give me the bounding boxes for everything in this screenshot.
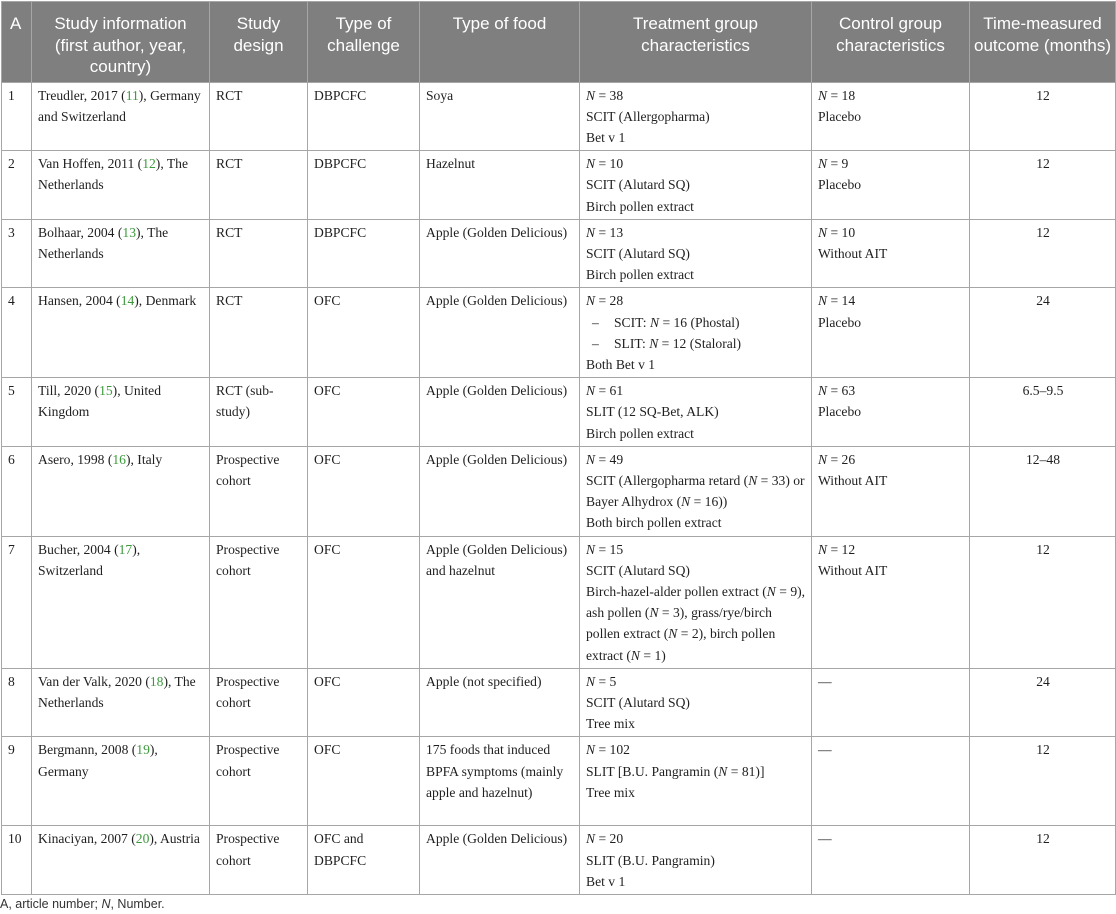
treatment-line: SCIT (Allergopharma retard (N = 33) or Bayer Alhydrox (N = 16)) xyxy=(586,472,805,510)
study-citation: Till, 2020 ( xyxy=(38,383,100,399)
table-row xyxy=(2,737,1116,826)
control-line: — xyxy=(818,742,832,758)
footnote-prefix: A, article number; xyxy=(0,897,102,911)
study-citation: Bolhaar, 2004 ( xyxy=(38,224,123,240)
cell-type-of-challenge: DBPCFC xyxy=(308,151,420,220)
control-line: Without AIT xyxy=(818,245,888,261)
study-location: ), The Netherlands xyxy=(38,156,189,193)
table-footnote xyxy=(0,896,165,912)
cell-time-measured-outcome: 6.5–9.5 xyxy=(970,378,1116,447)
cell-control-group xyxy=(812,826,970,895)
cell-control-group xyxy=(812,737,970,826)
cell-time-measured-outcome: 12 xyxy=(970,826,1116,895)
control-line: Placebo xyxy=(818,314,862,330)
cell-type-of-food: Apple (Golden Delicious) xyxy=(420,288,580,378)
cell-article-number: 6 xyxy=(2,446,32,536)
table-row xyxy=(2,151,1116,220)
treatment-line: N = 49 xyxy=(586,451,624,467)
cell-study-information xyxy=(32,82,210,151)
study-citation: Asero, 1998 ( xyxy=(38,451,113,467)
cell-control-group xyxy=(812,668,970,737)
cell-time-measured-outcome: 12–48 xyxy=(970,446,1116,536)
reference-link[interactable]: 13 xyxy=(122,224,136,240)
cell-time-measured-outcome: 24 xyxy=(970,288,1116,378)
cell-study-design: Prospective cohort xyxy=(210,826,308,895)
cell-treatment-group xyxy=(580,219,812,288)
header-type-of-food: Type of food xyxy=(420,2,580,83)
reference-link[interactable]: 15 xyxy=(99,383,113,399)
treatment-line: Both Bet v 1 xyxy=(586,356,656,372)
cell-study-information xyxy=(32,151,210,220)
treatment-line: Birch pollen extract xyxy=(586,425,694,441)
treatment-line: SLIT (12 SQ-Bet, ALK) xyxy=(586,404,719,420)
study-citation: Van der Valk, 2020 ( xyxy=(38,673,150,689)
cell-treatment-group xyxy=(580,536,812,668)
cell-treatment-group xyxy=(580,446,812,536)
cell-type-of-food: Apple (Golden Delicious) xyxy=(420,378,580,447)
study-location: ), Austria xyxy=(149,831,200,847)
cell-study-information xyxy=(32,536,210,668)
treatment-line: Birch-hazel-alder pollen extract (N = 9), ash pollen (N = 3), grass/rye/birch pollen extract (N = 2), birch pollen extract (N = 1) xyxy=(586,583,806,663)
treatment-line: N = 13 xyxy=(586,224,624,240)
cell-treatment-group xyxy=(580,288,812,378)
reference-link[interactable]: 12 xyxy=(142,156,156,172)
header-type-of-challenge: Type of challenge xyxy=(308,2,420,83)
cell-study-design: RCT xyxy=(210,82,308,151)
cell-article-number: 2 xyxy=(2,151,32,220)
treatment-line: Birch pollen extract xyxy=(586,198,694,214)
studies-table xyxy=(1,1,1116,895)
cell-study-information xyxy=(32,378,210,447)
cell-study-design: Prospective cohort xyxy=(210,536,308,668)
cell-study-design: RCT xyxy=(210,288,308,378)
study-citation: Kinaciyan, 2007 ( xyxy=(38,831,136,847)
table-header xyxy=(2,2,1116,83)
study-location: ), Denmark xyxy=(134,293,197,309)
cell-treatment-group xyxy=(580,378,812,447)
treatment-line: N = 61 xyxy=(586,383,624,399)
reference-link[interactable]: 11 xyxy=(125,87,139,103)
cell-treatment-group xyxy=(580,82,812,151)
reference-link[interactable]: 20 xyxy=(135,831,150,847)
control-line: Placebo xyxy=(818,177,862,193)
reference-link[interactable]: 17 xyxy=(118,541,133,557)
cell-type-of-challenge: DBPCFC xyxy=(308,82,420,151)
cell-control-group xyxy=(812,82,970,151)
study-citation: Hansen, 2004 ( xyxy=(38,293,121,309)
cell-control-group xyxy=(812,219,970,288)
cell-study-information xyxy=(32,219,210,288)
list-dash-marker: – xyxy=(592,335,599,351)
study-location: ), Germany and Switzerland xyxy=(38,87,201,124)
study-location: ), The Netherlands xyxy=(38,673,196,710)
cell-type-of-food: Soya xyxy=(420,82,580,151)
control-line: N = 14 xyxy=(818,293,856,309)
cell-time-measured-outcome: 12 xyxy=(970,151,1116,220)
treatment-line: N = 5 xyxy=(586,673,617,689)
table-row xyxy=(2,82,1116,151)
study-citation: Bucher, 2004 ( xyxy=(38,541,119,557)
cell-treatment-group xyxy=(580,737,812,826)
table-row xyxy=(2,668,1116,737)
control-line: Without AIT xyxy=(818,472,888,488)
table-row xyxy=(2,288,1116,378)
reference-link[interactable]: 14 xyxy=(120,293,135,309)
cell-time-measured-outcome: 12 xyxy=(970,219,1116,288)
study-location: ), United Kingdom xyxy=(38,383,161,420)
cell-article-number: 9 xyxy=(2,737,32,826)
reference-link[interactable]: 18 xyxy=(149,673,164,689)
study-citation: Treudler, 2017 ( xyxy=(38,87,126,103)
cell-article-number: 10 xyxy=(2,826,32,895)
table-row xyxy=(2,826,1116,895)
cell-study-information xyxy=(32,668,210,737)
control-line: Placebo xyxy=(818,404,862,420)
treatment-line: Bet v 1 xyxy=(586,873,626,889)
treatment-line: N = 10 xyxy=(586,156,624,172)
cell-time-measured-outcome: 24 xyxy=(970,668,1116,737)
cell-type-of-food: Apple (Golden Delicious) xyxy=(420,446,580,536)
cell-article-number: 3 xyxy=(2,219,32,288)
control-line: N = 63 xyxy=(818,383,856,399)
cell-study-design: Prospective cohort xyxy=(210,446,308,536)
header-control-group: Control group characteristics xyxy=(812,2,970,83)
treatment-line: SCIT (Alutard SQ) xyxy=(586,245,690,261)
cell-control-group xyxy=(812,446,970,536)
cell-study-information xyxy=(32,446,210,536)
cell-article-number: 8 xyxy=(2,668,32,737)
control-line: N = 26 xyxy=(818,451,856,467)
treatment-line: Both birch pollen extract xyxy=(586,515,722,531)
study-location: ), Germany xyxy=(38,742,158,779)
table-body xyxy=(2,82,1116,895)
cell-type-of-food: Hazelnut xyxy=(420,151,580,220)
cell-article-number: 5 xyxy=(2,378,32,447)
cell-type-of-food: Apple (not specified) xyxy=(420,668,580,737)
treatment-line: SCIT (Alutard SQ) xyxy=(586,562,690,578)
header-time-measured-outcome: Time-measured outcome (months) xyxy=(970,2,1116,83)
control-line: N = 10 xyxy=(818,224,856,240)
control-line: — xyxy=(818,831,832,847)
treatment-line: Tree mix xyxy=(586,716,635,732)
study-location: ), Switzerland xyxy=(38,541,141,578)
study-location: ), The Netherlands xyxy=(38,224,169,261)
treatment-line: N = 20 xyxy=(586,831,624,847)
control-line: — xyxy=(818,673,832,689)
treatment-line: N = 102 xyxy=(586,742,630,758)
table-row xyxy=(2,446,1116,536)
cell-type-of-food: Apple (Golden Delicious) xyxy=(420,219,580,288)
cell-treatment-group xyxy=(580,668,812,737)
cell-control-group xyxy=(812,536,970,668)
treatment-line: Birch pollen extract xyxy=(586,267,694,283)
table-row xyxy=(2,378,1116,447)
treatment-line: N = 28 xyxy=(586,293,624,309)
cell-study-information xyxy=(32,826,210,895)
control-line: N = 12 xyxy=(818,541,856,557)
treatment-line: SCIT (Alutard SQ) xyxy=(586,177,690,193)
cell-study-design: Prospective cohort xyxy=(210,737,308,826)
cell-time-measured-outcome: 12 xyxy=(970,82,1116,151)
cell-article-number: 7 xyxy=(2,536,32,668)
treatment-line: – SLIT: N = 12 (Staloral) xyxy=(586,333,806,354)
cell-type-of-challenge: OFC xyxy=(308,536,420,668)
study-location: ), Italy xyxy=(125,451,163,467)
treatment-line: Bet v 1 xyxy=(586,129,626,145)
table-row xyxy=(2,536,1116,668)
cell-study-information xyxy=(32,737,210,826)
control-line: N = 9 xyxy=(818,156,849,172)
reference-link[interactable]: 16 xyxy=(112,451,126,467)
cell-study-design: RCT xyxy=(210,219,308,288)
cell-type-of-challenge: OFC xyxy=(308,668,420,737)
treatment-line: SLIT (B.U. Pangramin) xyxy=(586,852,715,868)
treatment-line: SCIT (Allergopharma) xyxy=(586,108,710,124)
study-citation: Van Hoffen, 2011 ( xyxy=(38,156,143,172)
cell-study-design: RCT xyxy=(210,151,308,220)
cell-control-group xyxy=(812,151,970,220)
table-row xyxy=(2,219,1116,288)
header-treatment-group: Treatment group characteristics xyxy=(580,2,812,83)
cell-study-design: RCT (sub-study) xyxy=(210,378,308,447)
treatment-line: SCIT (Alutard SQ) xyxy=(586,694,690,710)
treatment-line: N = 38 xyxy=(586,87,624,103)
cell-study-design: Prospective cohort xyxy=(210,668,308,737)
cell-type-of-challenge: OFC and DBPCFC xyxy=(308,826,420,895)
header-study-design: Study design xyxy=(210,2,308,83)
cell-type-of-challenge: OFC xyxy=(308,288,420,378)
cell-treatment-group xyxy=(580,151,812,220)
cell-treatment-group xyxy=(580,826,812,895)
cell-article-number: 4 xyxy=(2,288,32,378)
footnote-n: N xyxy=(101,897,111,911)
control-line: Without AIT xyxy=(818,562,888,578)
cell-type-of-challenge: OFC xyxy=(308,446,420,536)
treatment-line: Tree mix xyxy=(586,784,635,800)
control-line: Placebo xyxy=(818,108,862,124)
list-dash-marker: – xyxy=(592,314,599,330)
treatment-line: – SCIT: N = 16 (Phostal) xyxy=(586,312,806,333)
cell-type-of-challenge: OFC xyxy=(308,737,420,826)
cell-type-of-food: Apple (Golden Delicious) xyxy=(420,826,580,895)
header-study-information: Study information (first author, year, country) xyxy=(32,2,210,83)
cell-type-of-challenge: OFC xyxy=(308,378,420,447)
treatment-line: N = 15 xyxy=(586,541,624,557)
cell-type-of-food: Apple (Golden Delicious) and hazelnut xyxy=(420,536,580,668)
control-line: N = 18 xyxy=(818,87,856,103)
reference-link[interactable]: 19 xyxy=(136,742,150,758)
cell-article-number: 1 xyxy=(2,82,32,151)
cell-time-measured-outcome: 12 xyxy=(970,737,1116,826)
cell-control-group xyxy=(812,288,970,378)
footnote-suffix: , Number. xyxy=(110,897,165,911)
cell-study-information xyxy=(32,288,210,378)
header-article-number: A xyxy=(2,2,32,83)
cell-time-measured-outcome: 12 xyxy=(970,536,1116,668)
treatment-line: SLIT [B.U. Pangramin (N = 81)] xyxy=(586,763,765,779)
study-citation: Bergmann, 2008 ( xyxy=(38,742,137,758)
cell-type-of-challenge: DBPCFC xyxy=(308,219,420,288)
cell-type-of-food: 175 foods that induced BPFA symptoms (mainly apple and hazelnut) xyxy=(420,737,580,826)
cell-control-group xyxy=(812,378,970,447)
